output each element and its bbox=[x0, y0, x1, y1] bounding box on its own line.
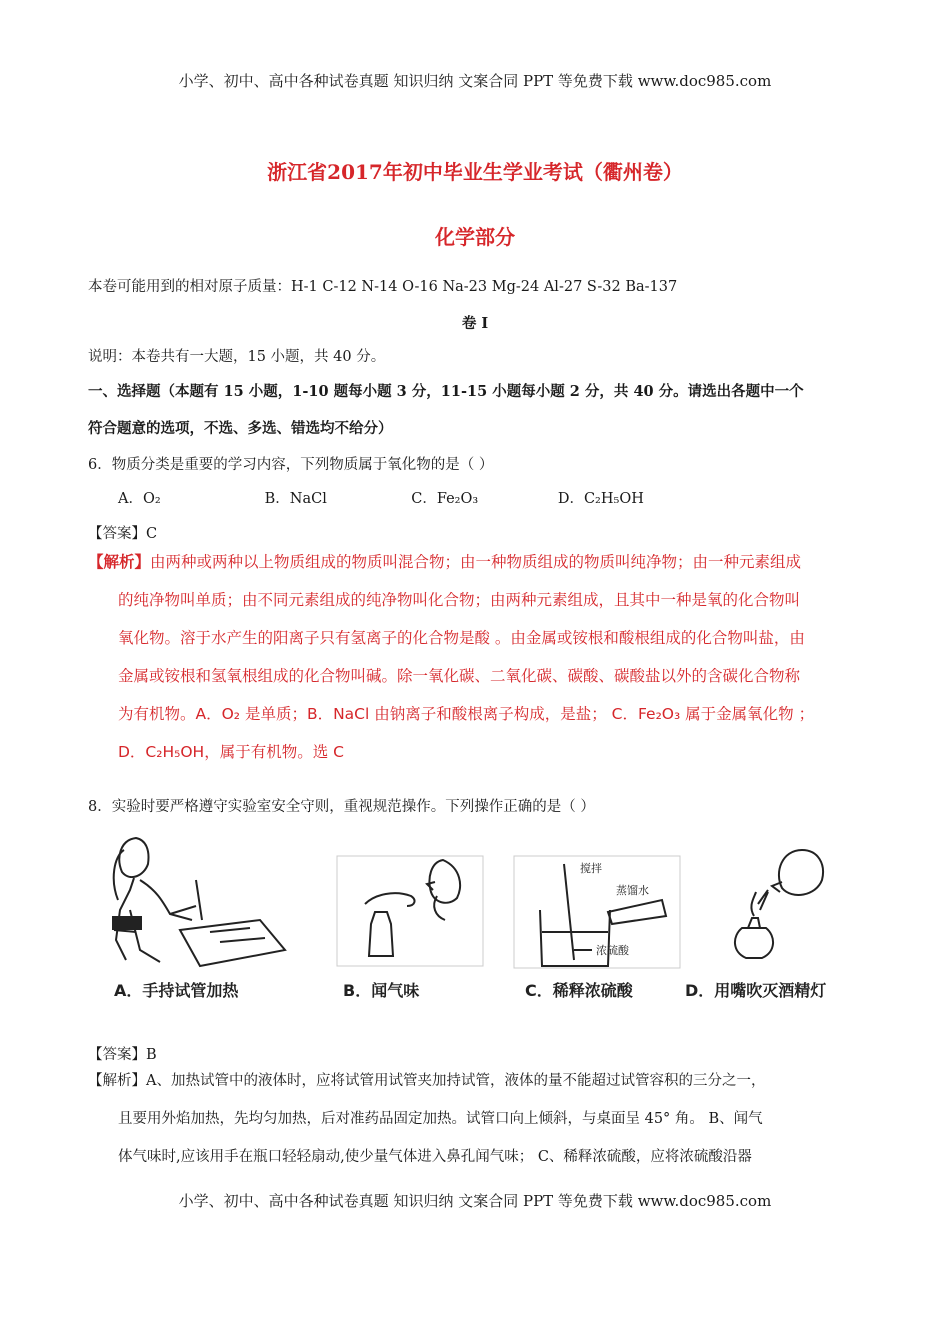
page-header: 小学、初中、高中各种试卷真题 知识归纳 文案合同 PPT 等免费下载 www.doc985.com bbox=[178, 72, 772, 90]
q8-analysis bbox=[88, 1062, 765, 1176]
q8-analysis-line: A、加热试管中的液体时，应将试管用试管夹加持试管，液体的量不能超过试管容积的三分之一， bbox=[146, 1073, 766, 1089]
q6-answer: 【答案】C bbox=[88, 526, 158, 542]
q8-stem: 8．实验时要严格遵守实验室安全守则，重视规范操作。下列操作正确的是（ ） bbox=[88, 799, 595, 815]
q6-option-d: D．C₂H₅OH bbox=[557, 491, 644, 507]
q8-caption-a: A．手持试管加热 bbox=[114, 981, 239, 1000]
label-water: 蒸馏水 bbox=[616, 884, 649, 897]
q6-analysis-line: 为有机物。A．O₂ 是单质；B．NaCl 由钠离子和酸根离子构成，是盐； C．Fe₂O₃ 属于金属氧化物 ； bbox=[118, 705, 815, 723]
blow-out-lamp-illustration bbox=[702, 820, 872, 970]
label-acid: 浓硫酸 bbox=[596, 944, 629, 957]
q8-caption-d: D．用嘴吹灭酒精灯 bbox=[685, 981, 827, 1000]
q8-caption-c: C．稀释浓硫酸 bbox=[525, 981, 633, 1000]
atomic-masses: 本卷可能用到的相对原子质量：H-1 C-12 N-14 O-16 Na-23 Mg-24 Al-27 S-32 Ba-137 bbox=[88, 279, 678, 295]
dilute-acid-illustration bbox=[512, 820, 682, 970]
q8-analysis-line: 且要用外焰加热，先均匀加热，后对准药品固定加热。试管口向上倾斜，与桌面呈 45° 角。 B、闻气 bbox=[118, 1111, 763, 1127]
q8-analysis-tag: 【解析】 bbox=[88, 1073, 146, 1089]
q6-analysis-line: D．C₂H₅OH，属于有机物。选 C bbox=[118, 743, 344, 761]
label-stir: 搅拌 bbox=[580, 862, 602, 875]
section-heading-line1: 一、选择题（本题有 15 小题，1-10 题每小题 3 分，11-15 小题每小题 2 分，共 40 分。请选出各题中一个 bbox=[88, 383, 804, 400]
q8-answer: 【答案】B bbox=[88, 1047, 157, 1063]
q6-option-b: B．NaCl bbox=[264, 491, 327, 507]
girl-heating-test-tube-illustration bbox=[100, 820, 290, 970]
q6-analysis-line: 由两种或两种以上物质组成的物质叫混合物；由一种物质组成的物质叫纯净物；由一种元素组成 bbox=[150, 553, 802, 571]
q6-analysis-line: 氧化物。溶于水产生的阳离子只有氢离子的化合物是酸 。由金属或铵根和酸根组成的化合物叫盐，由 bbox=[118, 629, 805, 647]
q6-option-c: C．Fe₂O₃ bbox=[411, 491, 479, 507]
volume-note: 说明：本卷共有一大题，15 小题，共 40 分。 bbox=[88, 349, 386, 365]
exam-subtitle: 化学部分 bbox=[435, 225, 515, 249]
q8-analysis-line: 体气味时,应该用手在瓶口轻轻扇动,使少量气体进入鼻孔闻气味； C、稀释浓硫酸，应将浓硫酸沿器 bbox=[118, 1149, 752, 1165]
page-footer: 小学、初中、高中各种试卷真题 知识归纳 文案合同 PPT 等免费下载 www.doc985.com bbox=[178, 1192, 772, 1210]
volume-label: 卷 I bbox=[461, 315, 489, 332]
smell-gas-illustration bbox=[335, 820, 485, 970]
q6-analysis-tag: 【解析】 bbox=[88, 553, 151, 571]
q6-analysis-line: 金属或铵根和氢氧根组成的化合物叫碱。除一氧化碳、二氧化碳、碳酸、碳酸盐以外的含碳化合物称 bbox=[118, 667, 801, 685]
section-heading-line2: 符合题意的选项，不选、多选、错选均不给分） bbox=[88, 420, 393, 437]
q6-analysis-line: 的纯净物叫单质；由不同元素组成的纯净物叫化合物；由两种元素组成，且其中一种是氧的化合物叫 bbox=[118, 591, 801, 609]
q6-stem: 6．物质分类是重要的学习内容，下列物质属于氧化物的是（ ） bbox=[88, 457, 494, 473]
q8-illustrations bbox=[100, 820, 880, 1010]
q6-options bbox=[118, 487, 700, 508]
q6-analysis bbox=[88, 543, 878, 771]
exam-title: 浙江省2017年初中毕业生学业考试（衢州卷） bbox=[267, 160, 683, 184]
q8-caption-b: B．闻气味 bbox=[343, 981, 420, 1000]
q6-option-a: A．O₂ bbox=[118, 491, 161, 507]
